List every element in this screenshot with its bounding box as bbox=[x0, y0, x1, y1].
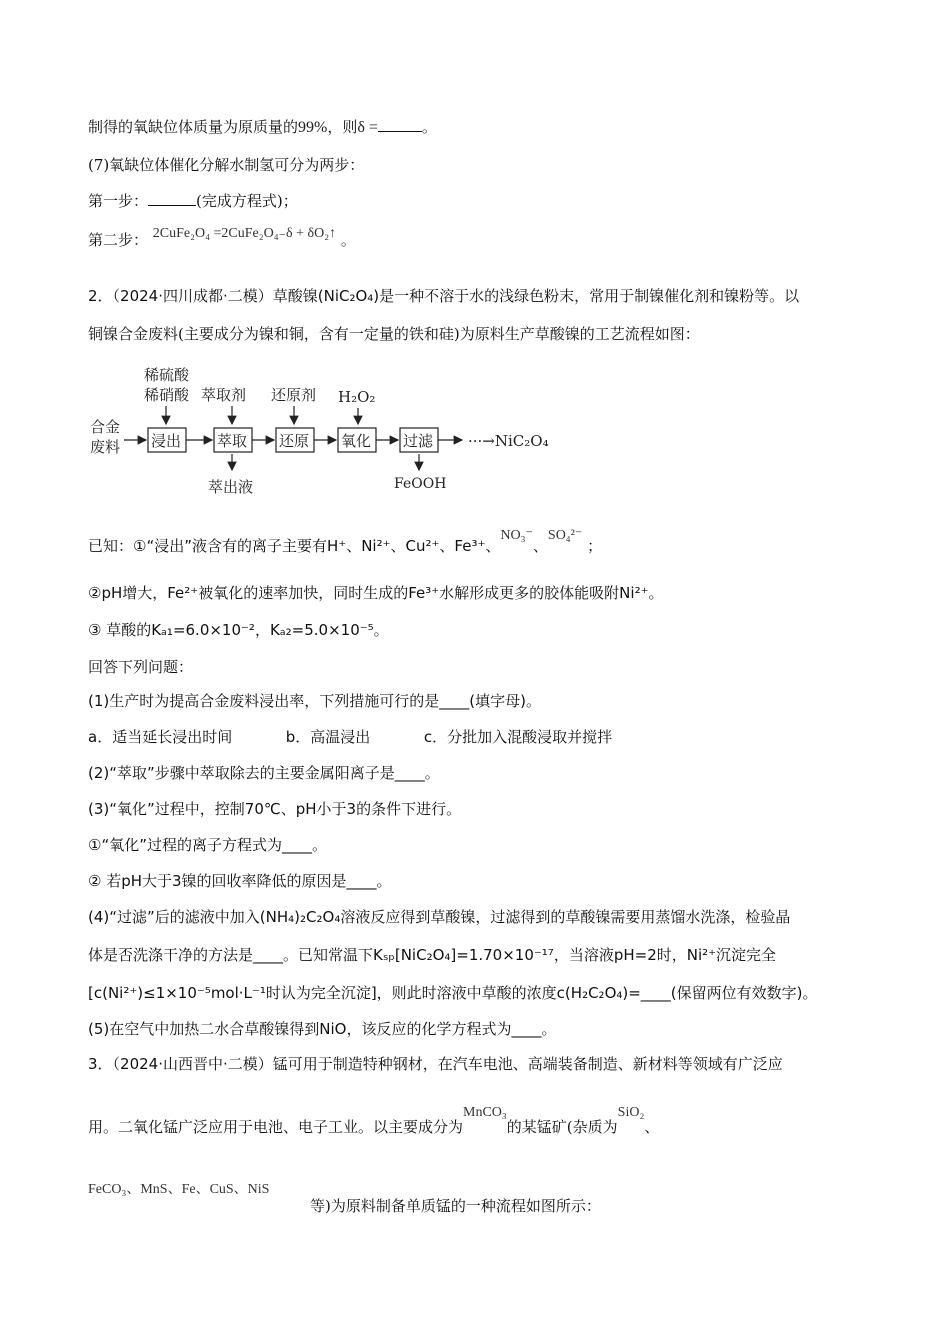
known-line: ②pH增大，Fe²⁺被氧化的速率加快，同时生成的Fe³⁺水解形成更多的胶体能吸附Ni²⁺。 bbox=[88, 584, 664, 602]
nitrate-formula: NO₃⁻ bbox=[500, 528, 533, 543]
q3-formula-line bbox=[88, 1178, 269, 1200]
impurity-formula: FeCO₃、MnS、Fe、CuS、NiS bbox=[88, 1182, 270, 1197]
question-line: 体是否洗涤干净的方法是____。已知常温下Kₛₚ[NiC₂O₄]=1.70×10⁻¹⁷，当溶液pH=2时，Ni²⁺沉淀完全 bbox=[88, 946, 777, 964]
option-b[interactable]: b．高温浸出 bbox=[285, 728, 371, 746]
q3-intro-line3: 等)为原料制备单质锰的一种流程如图所示： bbox=[310, 1197, 601, 1215]
line-text: 的某锰矿(杂质为 bbox=[506, 1118, 618, 1136]
line-text: 用。二氧化锰广泛应用于电池、电子工业。以主要成分为 bbox=[88, 1118, 464, 1136]
flow-output-label: FeOOH bbox=[394, 476, 447, 492]
line-text: (完成方程式)； bbox=[196, 192, 298, 210]
q2-intro-line2: 铜镍合金废料(主要成分为镍和铜，含有一定量的铁和硅)为原料生产草酸镍的工艺流程如图： bbox=[88, 325, 700, 343]
sulfate-formula: SO₄²⁻ bbox=[547, 528, 583, 543]
question-line: ①“氧化”过程的离子方程式为____。 bbox=[88, 836, 327, 854]
question-line: (3)“氧化”过程中，控制70℃、pH小于3的条件下进行。 bbox=[88, 800, 462, 818]
question-line: (1)生产时为提高合金废料浸出率，下列措施可行的是____(填字母)。 bbox=[88, 692, 541, 710]
line-text: 第一步： bbox=[88, 192, 149, 210]
line-text: 。 bbox=[340, 231, 356, 249]
question-line: (5)在空气中加热二水合草酸镍得到NiO，该反应的化学方程式为____。 bbox=[88, 1020, 557, 1038]
q2-intro-line1: 2．（2024·四川成都·二模）草酸镍(NiC₂O₄)是一种不溶于水的浅绿色粉末，常用于制镍催化剂和镍粉等。以 bbox=[88, 287, 800, 305]
text-line bbox=[88, 226, 356, 252]
flow-reagent-label: 稀硫酸 bbox=[144, 366, 190, 384]
sio2-formula: SiO₂ bbox=[617, 1105, 645, 1120]
text-line: 回答下列问题： bbox=[88, 658, 194, 676]
flow-step-label: 萃取 bbox=[217, 432, 248, 450]
flow-step-label: 氧化 bbox=[341, 432, 372, 450]
flow-reagent-label: 还原剂 bbox=[271, 386, 317, 404]
answer-blank[interactable] bbox=[148, 191, 196, 206]
line-text: 已知：①“浸出”液含有的离子主要有H⁺、Ni²⁺、Cu²⁺、Fe³⁺、 bbox=[88, 537, 501, 555]
percent-formula: 99% bbox=[298, 119, 328, 136]
flow-step-label: 浸出 bbox=[151, 432, 182, 450]
question-line: ② 若pH大于3镍的回收率降低的原因是____。 bbox=[88, 872, 392, 890]
line-text: 、 bbox=[644, 1118, 660, 1136]
known-line: ③ 草酸的Kₐ₁=6.0×10⁻²，Kₐ₂=5.0×10⁻⁵。 bbox=[88, 621, 389, 639]
delta-formula: δ = bbox=[357, 119, 378, 136]
question-line: (2)“萃取”步骤中萃取除去的主要金属阳离子是____。 bbox=[88, 764, 440, 782]
flow-reagent-label: H₂O₂ bbox=[338, 388, 376, 406]
equation-formula: 2CuFe₂O₄ =2CuFe₂O₄₋δ + δO₂↑ bbox=[152, 226, 337, 241]
answer-blank[interactable] bbox=[378, 117, 422, 132]
question-line: [c(Ni²⁺)≤1×10⁻⁵mol·L⁻¹时认为完全沉淀]，则此时溶液中草酸的浓度c(H₂C₂O₄)=____(保留两位有效数字)。 bbox=[88, 984, 818, 1002]
text-line: (7)氧缺位体催化分解水制氢可分为两步： bbox=[88, 156, 365, 174]
mnco3-formula: MnCO₃ bbox=[463, 1105, 507, 1120]
option-a[interactable]: a．适当延长浸出时间 bbox=[88, 728, 233, 746]
process-flow-diagram bbox=[88, 360, 568, 500]
option-c[interactable]: c．分批加入混酸浸取并搅拌 bbox=[423, 728, 613, 746]
line-text: 制得的氧缺位体质量为原质量的 bbox=[88, 118, 299, 136]
flow-output-label: 萃出液 bbox=[208, 478, 254, 496]
text-line bbox=[88, 191, 298, 211]
line-text: 第二步： bbox=[88, 231, 149, 249]
flow-input-label: 废料 bbox=[90, 438, 121, 456]
flow-product-label: ···→NiC₂O₄ bbox=[468, 432, 549, 450]
flow-step-label: 还原 bbox=[279, 432, 310, 450]
flow-input-label: 合金 bbox=[90, 418, 121, 436]
text-line bbox=[88, 117, 437, 138]
known-line bbox=[88, 528, 603, 558]
line-text: 。 bbox=[421, 118, 437, 136]
line-text: ，则 bbox=[327, 118, 358, 136]
line-text: 、 bbox=[532, 537, 548, 555]
q3-intro-line1: 3．（2024·山西晋中·二模）锰可用于制造特种钢材，在汽车电池、高端装备制造、新材料等领域有广泛应 bbox=[88, 1055, 783, 1073]
question-line: (4)“过滤”后的滤液中加入(NH₄)₂C₂O₄溶液反应得到草酸镍，过滤得到的草酸镍需要用蒸馏水洗涤，检验晶 bbox=[88, 908, 791, 926]
options-line bbox=[88, 727, 612, 747]
flow-step-label: 过滤 bbox=[403, 432, 434, 450]
flow-reagent-label: 萃取剂 bbox=[201, 386, 247, 404]
line-text: ； bbox=[587, 537, 603, 555]
flow-reagent-label: 稀硝酸 bbox=[144, 386, 190, 404]
q3-intro-line2 bbox=[88, 1105, 660, 1139]
